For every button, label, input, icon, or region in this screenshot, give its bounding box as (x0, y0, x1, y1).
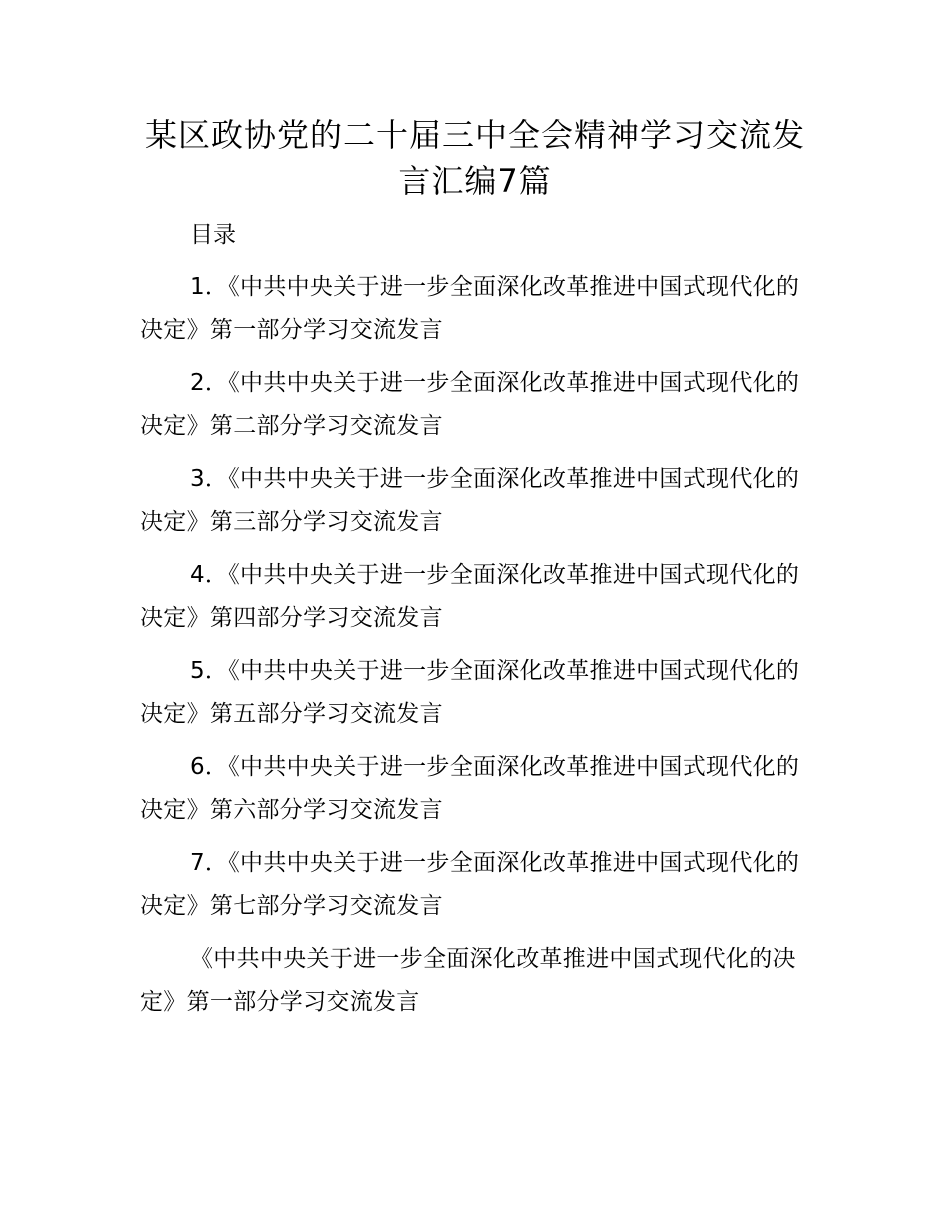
section-heading (140, 938, 812, 1024)
toc-item-text: 3．《中共中央关于进一步全面深化改革推进中国式现代化的决定》第三部分学习交流发言 (140, 466, 800, 535)
toc-item-text: 7．《中共中央关于进一步全面深化改革推进中国式现代化的决定》第七部分学习交流发言 (140, 850, 800, 919)
toc-item-2 (140, 362, 812, 448)
toc-item-5 (140, 650, 812, 736)
document-title: 某区政协党的二十届三中全会精神学习交流发言汇编7篇 (144, 116, 805, 200)
toc-heading: 目录 (190, 222, 236, 248)
toc-item-text: 6．《中共中央关于进一步全面深化改革推进中国式现代化的决定》第六部分学习交流发言 (140, 754, 800, 823)
toc-item-1 (140, 266, 812, 352)
section-heading-text: 《中共中央关于进一步全面深化改革推进中国式现代化的决定》第一部分学习交流发言 (140, 946, 796, 1015)
toc-item-text: 4．《中共中央关于进一步全面深化改革推进中国式现代化的决定》第四部分学习交流发言 (140, 562, 800, 631)
toc-item-text: 1．《中共中央关于进一步全面深化改革推进中国式现代化的决定》第一部分学习交流发言 (140, 274, 800, 343)
toc-item-3 (140, 458, 812, 544)
toc-item-text: 2．《中共中央关于进一步全面深化改革推进中国式现代化的决定》第二部分学习交流发言 (140, 370, 800, 439)
toc-item-text: 5．《中共中央关于进一步全面深化改革推进中国式现代化的决定》第五部分学习交流发言 (140, 658, 800, 727)
toc-item-7 (140, 842, 812, 928)
toc-item-4 (140, 554, 812, 640)
toc-item-6 (140, 746, 812, 832)
